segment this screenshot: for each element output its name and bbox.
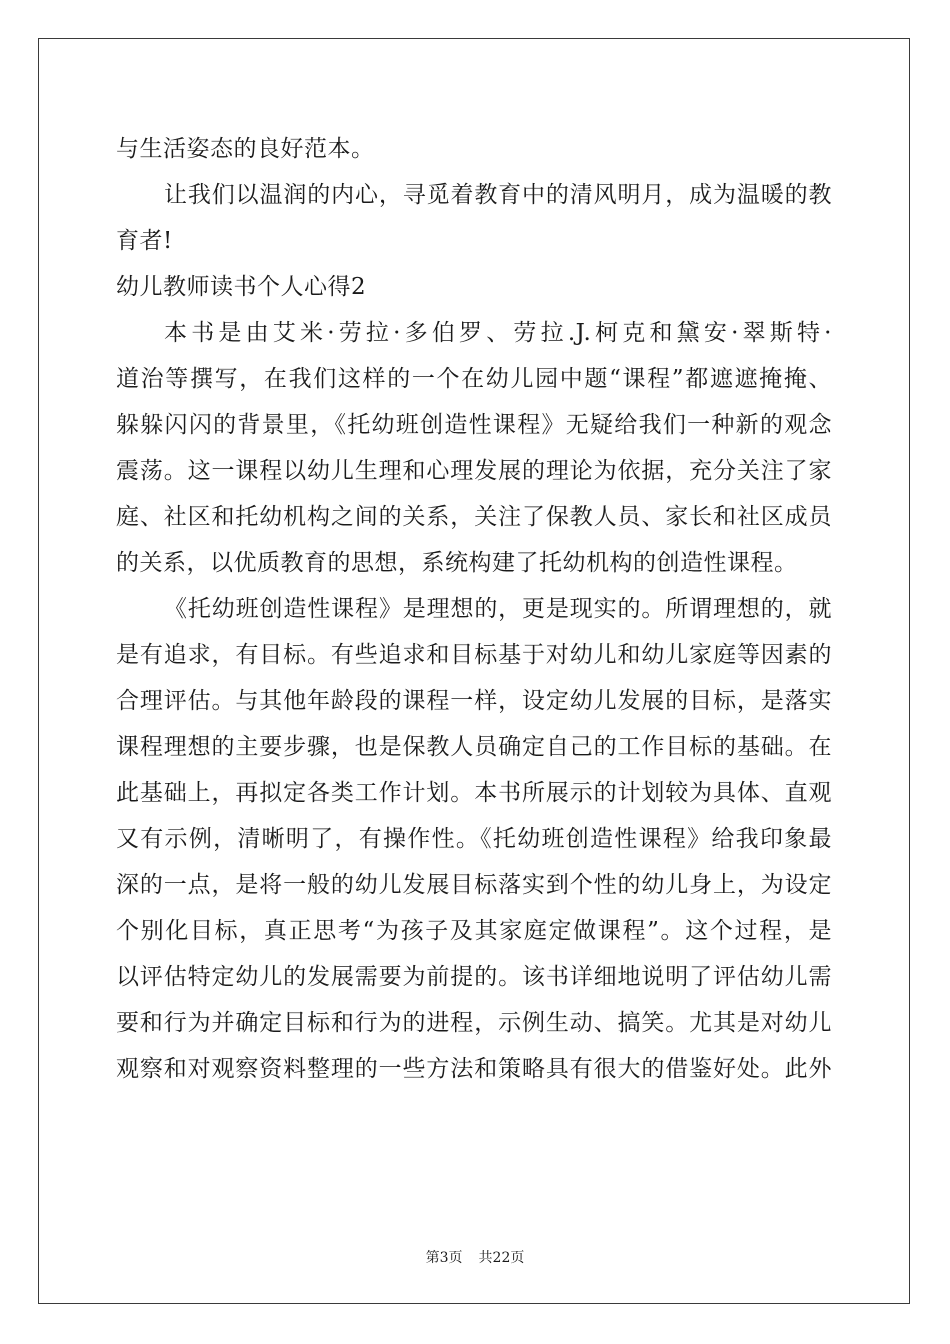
page-number: 第3页 xyxy=(425,1250,463,1266)
text-line: 观察和对观察资料整理的一些方法和策略具有很大的借鉴好处。此外 xyxy=(116,1056,832,1082)
section-heading: 幼儿教师读书个人心得2 xyxy=(116,274,367,300)
text-line: 震荡。这一课程以幼儿生理和心理发展的理论为依据，充分关注了家 xyxy=(116,458,832,484)
page-footer xyxy=(0,1247,950,1267)
text-line: 要和行为并确定目标和行为的进程，示例生动、搞笑。尤其是对幼儿 xyxy=(116,1010,832,1036)
text-line: 此基础上，再拟定各类工作计划。本书所展示的计划较为具体、直观 xyxy=(116,780,832,806)
text-line: 道治等撰写，在我们这样的一个在幼儿园中题“课程”都遮遮掩掩、 xyxy=(116,366,832,392)
text-line: 以评估特定幼儿的发展需要为前提的。该书详细地说明了评估幼儿需 xyxy=(116,964,832,990)
text-line: 合理评估。与其他年龄段的课程一样，设定幼儿发展的目标，是落实 xyxy=(116,688,832,714)
text-line: 是有追求，有目标。有些追求和目标基于对幼儿和幼儿家庭等因素的 xyxy=(116,642,832,668)
text-line: 的关系，以优质教育的思想，系统构建了托幼机构的创造性课程。 xyxy=(116,550,798,576)
text-line: 庭、社区和托幼机构之间的关系，关注了保教人员、家长和社区成员 xyxy=(116,504,832,530)
text-line: 本书是由艾米·劳拉·多伯罗、劳拉.J.柯克和黛安·翠斯特· xyxy=(164,320,832,346)
text-line: 与生活姿态的良好范本。 xyxy=(116,136,375,162)
text-line: 深的一点，是将一般的幼儿发展目标落实到个性的幼儿身上，为设定 xyxy=(116,872,832,898)
text-line: 育者! xyxy=(116,228,173,254)
text-line: 又有示例，清晰明了，有操作性。《托幼班创造性课程》给我印象最 xyxy=(116,826,832,852)
text-line: 《托幼班创造性课程》是理想的，更是现实的。所谓理想的，就 xyxy=(164,596,832,622)
page-total: 共22页 xyxy=(478,1250,525,1266)
text-line: 躲躲闪闪的背景里，《托幼班创造性课程》无疑给我们一种新的观念 xyxy=(116,412,832,438)
text-line: 个别化目标，真正思考“为孩子及其家庭定做课程”。这个过程，是 xyxy=(116,918,832,944)
text-line: 让我们以温润的内心，寻觅着教育中的清风明月，成为温暖的教 xyxy=(164,182,832,208)
text-line: 课程理想的主要步骤，也是保教人员确定自己的工作目标的基础。在 xyxy=(116,734,832,760)
document-body xyxy=(116,126,832,1092)
